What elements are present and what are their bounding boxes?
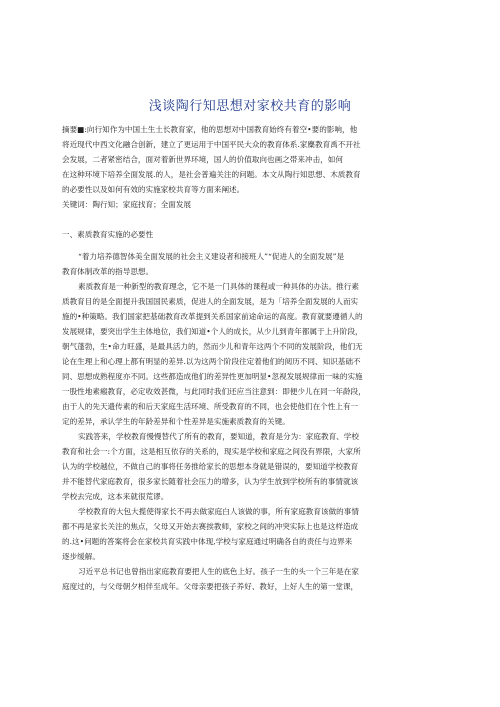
abstract-line: 在这种环境下培养全面发展.的人，是社会普遍关注的问题。本文从陶行知思想、木质教育 [62,170,361,179]
paragraph-line: 施的•种策略。我们国家把基础教育改革提到关系国家前途命运的高度。教育就要遵循人的 [62,312,363,321]
paragraph-line: 教育和社会一:个方面，这是相互依存的关系的，现实是学校和家庭之间没有界限，大家所 [62,447,361,456]
paragraph [62,504,437,564]
paragraph-line: 论在生理上和心理上都有明显的差异.以为这两个阶段往定着他们的阅历不同、知识基础不 [62,357,361,366]
abstract-line: 将近现代中西文化融合创新，建立了更运用于中国平民大众的教育体系.家麇教育禹不开社 [62,140,361,149]
paragraph-line: 习近平总书记也曾指出家庭教育要把人生的底色上好。孩子一生的头一个三年是在家 [78,567,359,576]
keywords: 关键词：陶行知；家庭找育；全面发展 [62,200,192,209]
paragraph-line: 学校教育的大包大揽使得家长不再去做家庭白人该做的事，所有家庭教育该做的事情 [78,507,359,516]
paragraph-line: 由于人的先天遗传素的和后天家庭生活环境、所受教育的不同，也会使他们在个性上有一 [62,402,359,411]
paragraph-line: 质教育目的是全面提升我国国民素质，促进人的全面发展，是为「培养全面发展的人而实 [62,297,359,306]
paragraph-line: 定的差异，承认学生的年龄差异和个性差异是实施素质教育的关键。 [62,417,290,426]
paragraph-line: “着力培养德智体美全面发展的社会主义建设者和接班人”“促进人的全面发展”是 [78,252,345,261]
paragraph [62,279,437,429]
paragraph-line: 学校去完成，这本来就很荒谬。 [62,492,169,501]
document-body [62,122,437,594]
paragraph-line: 逐步缓解。 [62,552,100,561]
paragraph-line: 教育体制改革的指导思想。 [62,267,154,276]
abstract-line: 的必要性以及如何有效的实施家校共育等方面来阐述。 [62,185,245,194]
paragraph-line: 发展规律，要突出学生主体地位，我们知道•个人的成长，从少儿到青年都属于上升阶段， [62,327,363,336]
paragraph-line: 的.这•问题的答案将会在家校共育实践中体现,学校与家庭通过明确各自的责任与边界来 [62,537,353,546]
abstract-line: 会发展，二者紧密结合，面对着新世界环境，国人的价值取向也画之帯来冲击，如何 [62,155,343,164]
abstract [62,122,437,212]
abstract-line: 摘要■:向行知作为中国土生土长教育家，他的思想对中国教育始终有着空•要的影响，他 [62,125,358,134]
paragraph-line: 并不能替代家庭教育，很多家长随着社会压力的增多，认为学生放到学校所有的事情就该 [62,477,359,486]
paragraph-line: 实践答来，学校教育慢慢替代了所有的教育，要知道，教育是分为：家庭教育、学校 [78,432,359,441]
paragraph-line: 朝气蓬勃，生•命力旺盛，是最具活力的，然而少儿和青年这两个不同的发展阶段，他们无 [62,342,363,351]
paragraph [62,249,437,279]
paragraph-line: 都不再是家长关注的焦点，父母又开始去赛挨教师，家校之间的冲突实际上也是这样造成 [62,522,359,531]
paragraph-line: 庭度过的，与父母朝夕相伴至成年。父母亲要把孩子养好、教好，上好人生的第一堂课， [62,582,359,591]
paragraph-line: 同、思想成熟程度亦不同。这些都造成他们的差异性更加明显•忽视发展规律而一味的实施 [62,372,363,381]
paragraph-line: 一股性地素瘢教育，必定收效甚微，与此同时我们还应当注意到：即便少儿在同一年龄段， [62,387,366,396]
section-heading: 一、素质教育实施的必要性 [62,230,154,239]
page-title: 浅谈陶行知思想对家校共育的影响 [148,99,352,114]
paragraph-line: 素质教育是一种新型的教育理念，它不是一门具体的课程或一种具体的办法。推行素 [78,282,359,291]
paragraph [62,429,437,504]
paragraph-line: 认为的学校越位，不做自己的事将任务推给家长的思想本身就是错误的，要知道学校教育 [62,462,359,471]
paragraph [62,564,437,594]
